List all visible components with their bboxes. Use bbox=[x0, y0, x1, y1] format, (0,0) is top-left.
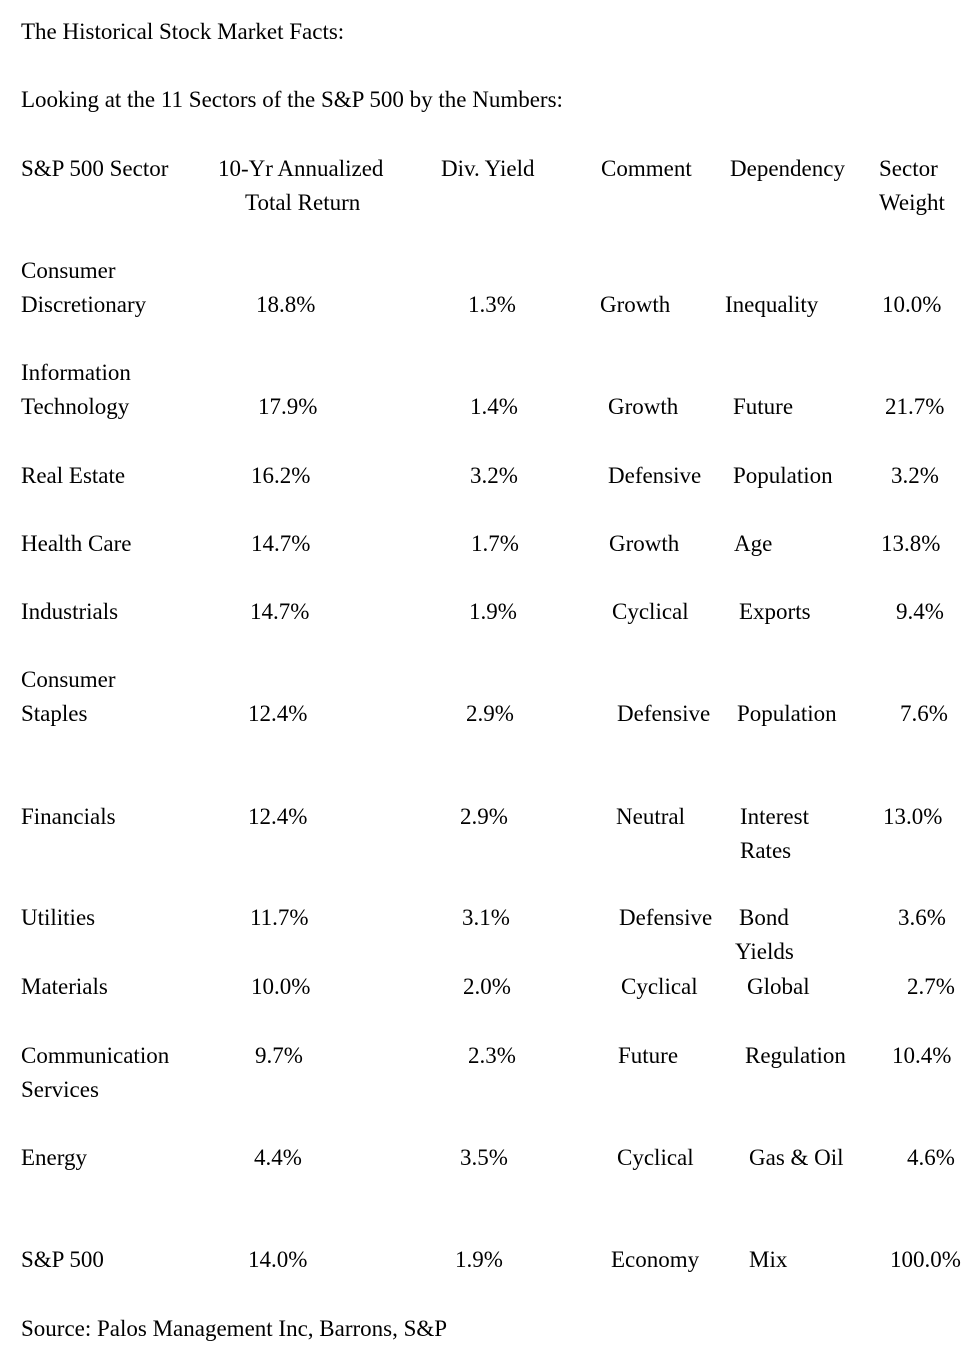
row-weight: 13.0% bbox=[883, 804, 943, 829]
row-weight: 4.6% bbox=[907, 1145, 955, 1170]
header-weight-line2: Weight bbox=[879, 190, 945, 215]
row-return: 18.8% bbox=[256, 292, 316, 317]
row-sector: Health Care bbox=[21, 531, 132, 556]
row-dependency: Regulation bbox=[745, 1043, 846, 1068]
row-yield: 1.4% bbox=[470, 394, 518, 419]
row-comment: Growth bbox=[608, 394, 679, 419]
row-yield: 3.5% bbox=[460, 1145, 508, 1170]
header-sector: S&P 500 Sector bbox=[21, 156, 169, 181]
row-sector: Materials bbox=[21, 974, 108, 999]
row-sector-line2: Staples bbox=[21, 701, 88, 726]
row-sector-line1: Consumer bbox=[21, 258, 116, 283]
row-return: 12.4% bbox=[248, 804, 308, 829]
row-sector-line1: Consumer bbox=[21, 667, 116, 692]
row-comment: Future bbox=[618, 1043, 679, 1068]
row-dependency: Inequality bbox=[725, 292, 819, 317]
row-weight: 3.6% bbox=[898, 905, 946, 930]
row-return: 12.4% bbox=[248, 701, 308, 726]
row-sector-line2: Services bbox=[21, 1077, 99, 1102]
row-dependency: Population bbox=[733, 463, 833, 488]
header-return-line2: Total Return bbox=[245, 190, 361, 215]
row-weight: 9.4% bbox=[896, 599, 944, 624]
row-weight: 10.0% bbox=[882, 292, 942, 317]
row-sector-line1: Information bbox=[21, 360, 131, 385]
row-dependency-line2: Rates bbox=[740, 838, 792, 863]
row-return: 14.0% bbox=[248, 1247, 308, 1272]
row-weight: 13.8% bbox=[881, 531, 941, 556]
row-comment: Growth bbox=[609, 531, 680, 556]
row-sector: S&P 500 bbox=[21, 1247, 104, 1272]
row-return: 16.2% bbox=[251, 463, 311, 488]
row-dependency: Population bbox=[737, 701, 837, 726]
row-sector: Utilities bbox=[21, 905, 96, 930]
row-weight: 100.0% bbox=[890, 1247, 961, 1272]
page-title: The Historical Stock Market Facts: bbox=[21, 19, 345, 44]
header-yield: Div. Yield bbox=[441, 156, 535, 181]
source-note: Source: Palos Management Inc, Barrons, S&P bbox=[21, 1316, 448, 1341]
row-weight: 3.2% bbox=[891, 463, 939, 488]
row-yield: 3.2% bbox=[470, 463, 518, 488]
row-comment: Defensive bbox=[619, 905, 713, 930]
row-comment: Cyclical bbox=[621, 974, 698, 999]
row-dependency: Mix bbox=[749, 1247, 788, 1272]
row-comment: Defensive bbox=[617, 701, 711, 726]
row-sector: Industrials bbox=[21, 599, 119, 624]
row-return: 14.7% bbox=[250, 599, 310, 624]
row-weight: 7.6% bbox=[900, 701, 948, 726]
row-weight: 21.7% bbox=[885, 394, 945, 419]
row-return: 14.7% bbox=[251, 531, 311, 556]
row-yield: 2.3% bbox=[468, 1043, 516, 1068]
row-dependency: Age bbox=[734, 531, 773, 556]
row-sector-line2: Technology bbox=[21, 394, 130, 419]
header-return-line1: 10-Yr Annualized bbox=[218, 156, 384, 181]
header-comment: Comment bbox=[601, 156, 692, 181]
row-comment: Cyclical bbox=[612, 599, 689, 624]
row-comment: Economy bbox=[611, 1247, 700, 1272]
row-return: 4.4% bbox=[254, 1145, 302, 1170]
page-subtitle: Looking at the 11 Sectors of the S&P 500 by the Numbers: bbox=[21, 87, 563, 112]
row-return: 10.0% bbox=[251, 974, 311, 999]
row-yield: 1.3% bbox=[468, 292, 516, 317]
row-dependency: Future bbox=[733, 394, 794, 419]
row-dependency: Exports bbox=[739, 599, 811, 624]
row-sector-line1: Communication bbox=[21, 1043, 170, 1068]
row-sector: Energy bbox=[21, 1145, 88, 1170]
row-comment: Defensive bbox=[608, 463, 702, 488]
row-yield: 3.1% bbox=[462, 905, 510, 930]
row-comment: Neutral bbox=[616, 804, 685, 829]
row-comment: Growth bbox=[600, 292, 671, 317]
row-yield: 2.9% bbox=[466, 701, 514, 726]
row-weight: 2.7% bbox=[907, 974, 955, 999]
header-weight-line1: Sector bbox=[879, 156, 938, 181]
row-sector-line2: Discretionary bbox=[21, 292, 147, 317]
row-return: 9.7% bbox=[255, 1043, 303, 1068]
row-dependency-line1: Interest bbox=[740, 804, 809, 829]
row-yield: 2.0% bbox=[463, 974, 511, 999]
row-return: 11.7% bbox=[250, 905, 309, 930]
row-return: 17.9% bbox=[258, 394, 318, 419]
row-dependency-line2: Yields bbox=[735, 939, 794, 964]
row-sector: Real Estate bbox=[21, 463, 126, 488]
header-dependency: Dependency bbox=[730, 156, 845, 181]
row-yield: 2.9% bbox=[460, 804, 508, 829]
row-sector: Financials bbox=[21, 804, 116, 829]
row-yield: 1.7% bbox=[471, 531, 519, 556]
row-yield: 1.9% bbox=[469, 599, 517, 624]
row-weight: 10.4% bbox=[892, 1043, 952, 1068]
row-dependency: Global bbox=[747, 974, 810, 999]
row-dependency-line1: Bond bbox=[739, 905, 789, 930]
row-yield: 1.9% bbox=[455, 1247, 503, 1272]
row-dependency: Gas & Oil bbox=[749, 1145, 844, 1170]
row-comment: Cyclical bbox=[617, 1145, 694, 1170]
